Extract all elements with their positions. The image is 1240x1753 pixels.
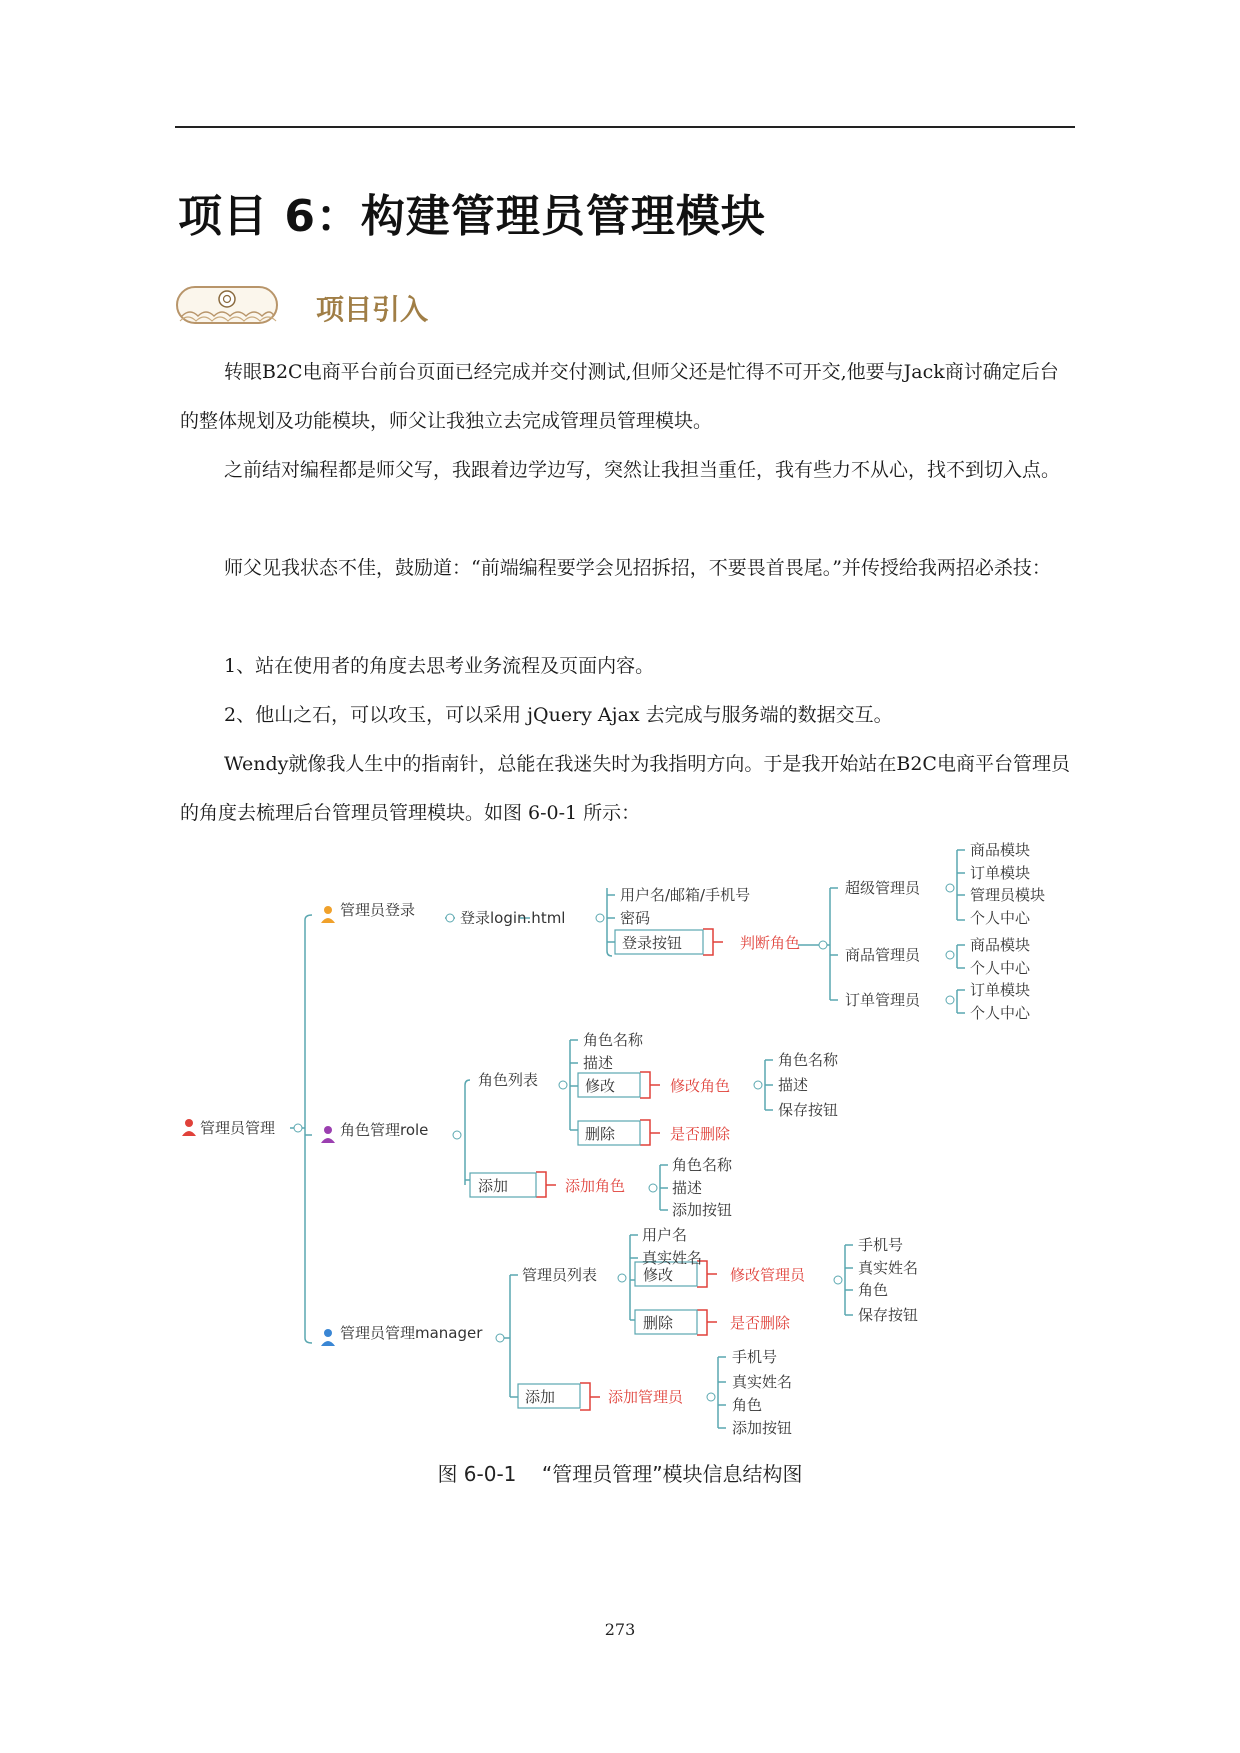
node-manager-add-field-4: 添加按钮 [732,1419,793,1437]
node-role-add-field-3: 添加按钮 [672,1201,733,1219]
node-super-module-3: 管理员模块 [970,886,1046,904]
node-login-field-2: 密码 [620,909,651,927]
node-manager-edit-field-3: 角色 [858,1281,889,1299]
node-manager-edit-field-2: 真实姓名 [858,1259,919,1277]
node-manager-list: 管理员列表 [522,1266,598,1284]
paragraph-1: 转眼B2C电商平台前台页面已经完成并交付测试,但师父还是忙得不可开交,他要与Jack商讨确定后台的整体规划及功能模块，师父让我独立去完成管理员管理模块。 [180,361,1059,432]
node-role-list: 角色列表 [478,1071,539,1089]
node-role-order: 订单管理员 [845,991,921,1009]
node-manager-edit: 修改 [643,1266,674,1284]
node-goods-module-2: 个人中心 [970,959,1031,977]
node-goods-module-1: 商品模块 [970,936,1031,954]
node-role: 角色管理role [340,1121,429,1139]
node-role-add-field-2: 描述 [672,1179,703,1197]
node-role-add: 添加 [478,1177,509,1195]
node-manager-edit-field-4: 保存按钮 [858,1306,919,1324]
node-super-module-1: 商品模块 [970,841,1031,859]
node-super-module-2: 订单模块 [970,864,1031,882]
node-role-edit-field-3: 保存按钮 [778,1101,839,1119]
node-login-button: 登录按钮 [622,934,683,952]
node-role-add-field-1: 角色名称 [672,1156,733,1174]
root-person-icon [182,1119,196,1136]
node-manager-edit-field-1: 手机号 [858,1236,904,1254]
node-role-edit-field-2: 描述 [778,1076,809,1094]
node-manager-add-field-3: 角色 [732,1396,763,1414]
node-manager-delete: 删除 [643,1314,674,1332]
node-role-edit-action: 修改角色 [670,1077,731,1095]
page-title: 项目 6：构建管理员管理模块 [178,191,766,242]
node-manager-delete-action: 是否删除 [730,1314,791,1332]
node-role-delete-action: 是否删除 [670,1125,731,1143]
node-login-field-1: 用户名/邮箱/手机号 [620,886,751,904]
node-manager-add-action: 添加管理员 [608,1388,684,1406]
paragraph-5: 2、他山之石，可以攻玉，可以采用 jQuery Ajax 去完成与服务端的数据交互。 [224,704,893,726]
role-person-icon [321,1126,335,1143]
mindmap-boxes [470,930,703,1408]
node-login-page: 登录login.html [460,909,566,927]
figure-caption: 图 6-0-1 “管理员管理”模块信息结构图 [437,1462,803,1486]
node-role-edit-field-1: 角色名称 [778,1051,839,1069]
node-role-add-action: 添加角色 [565,1177,626,1195]
node-root: 管理员管理 [200,1119,276,1137]
node-manager-list-field-1: 用户名 [642,1226,688,1244]
paragraph-3: 师父见我状态不佳，鼓励道：“前端编程要学会见招拆招，不要畏首畏尾。”并传授给我两招必杀技： [224,557,1051,579]
node-manager-add-field-2: 真实姓名 [732,1373,793,1391]
page-number: 273 [604,1620,636,1639]
manager-person-icon [321,1329,335,1346]
node-role-goods: 商品管理员 [845,946,921,964]
node-role-list-field-1: 角色名称 [583,1031,644,1049]
paragraph-4: 1、站在使用者的角度去思考业务流程及页面内容。 [224,655,655,677]
login-person-icon [321,906,335,923]
node-role-list-field-2: 描述 [583,1054,614,1072]
node-super-module-4: 个人中心 [970,909,1031,927]
node-role-edit: 修改 [585,1077,616,1095]
node-manager-add-field-1: 手机号 [732,1348,778,1366]
section-title: 项目引入 [316,293,429,326]
node-manager-edit-action: 修改管理员 [730,1266,806,1284]
node-order-module-1: 订单模块 [970,981,1031,999]
node-login: 管理员登录 [340,901,416,919]
node-role-delete: 删除 [585,1125,616,1143]
node-login-judge: 判断角色 [740,934,801,952]
node-role-super: 超级管理员 [845,879,921,897]
paragraph-2: 之前结对编程都是师父写，我跟着边学边写，突然让我担当重任，我有些力不从心，找不到切入点。 [224,459,1061,481]
paragraph-6: Wendy就像我人生中的指南针，总能在我迷失时为我指明方向。于是我开始站在B2C电商平台管理员的角度去梳理后台管理员管理模块。如图 6-0-1 所示： [180,753,1070,824]
node-order-module-2: 个人中心 [970,1004,1031,1022]
node-manager: 管理员管理manager [340,1324,483,1342]
node-manager-list-field-2: 真实姓名 [642,1249,703,1267]
node-manager-add: 添加 [525,1388,556,1406]
